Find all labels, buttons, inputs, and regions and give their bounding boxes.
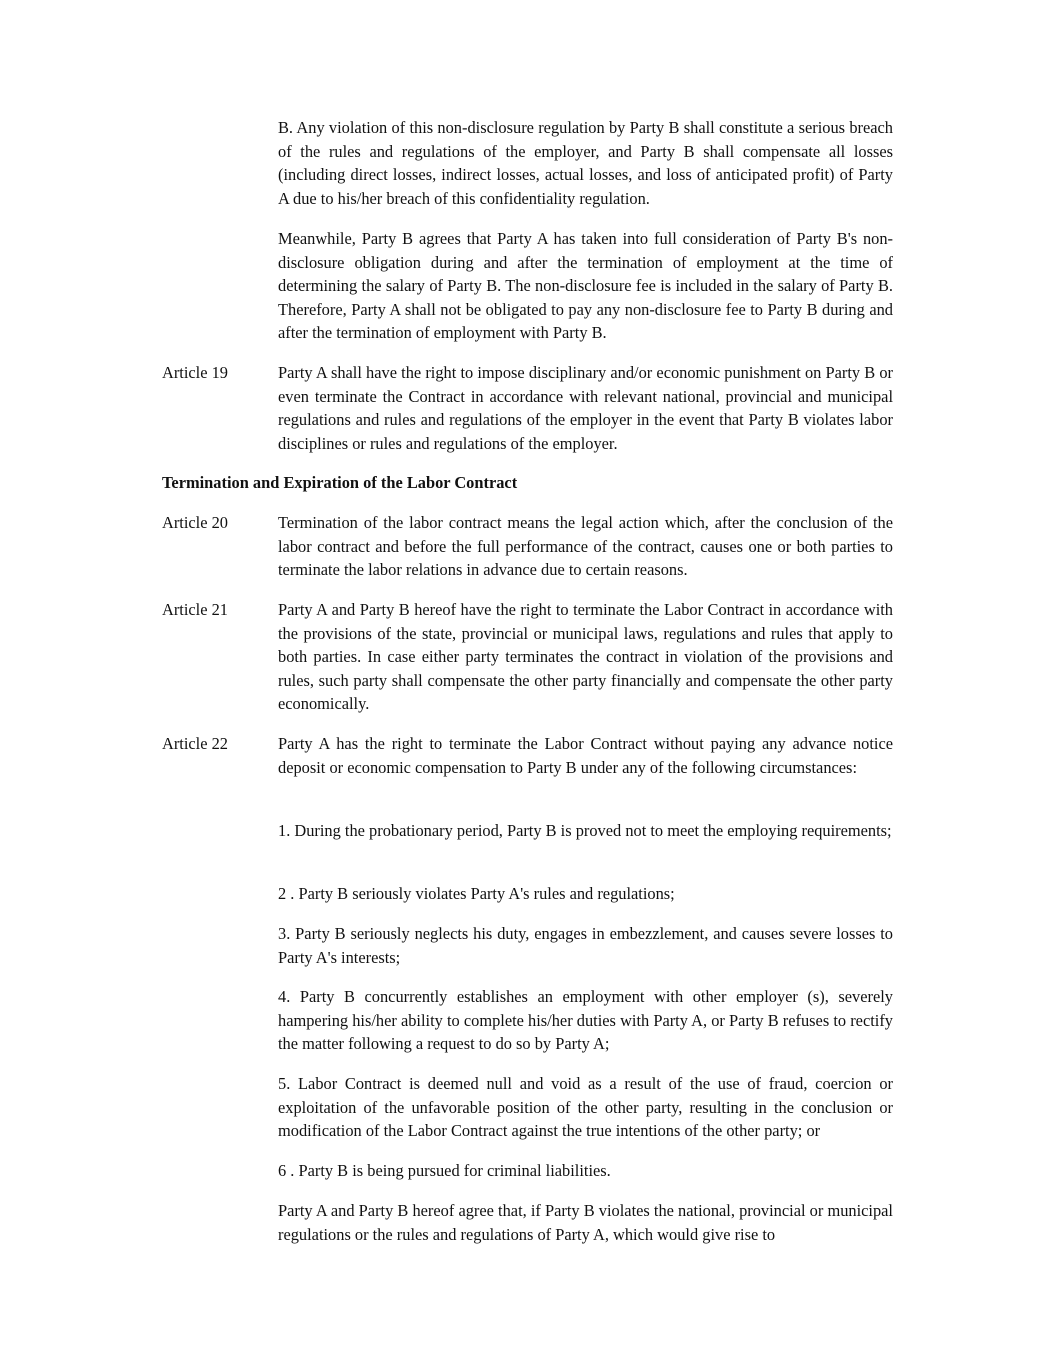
article-22-label: Article 22: [162, 734, 228, 753]
continued-paragraph-nondisclosure-breach: B. Any violation of this non-disclosure regulation by Party B shall constitute a serious breach of the rules and regulations of the employer, and Party B shall compensate all losses (including direct losses, indirect losses, actual losses, and loss of anticipated profit) of Party A due to his/her breach of this confidentiality regulation.: [278, 118, 893, 208]
continued-paragraph-nondisclosure-fee: Meanwhile, Party B agrees that Party A has taken into full consideration of Party B's non-disclosure obligation during and after the termination of employment at the time of determining the salary of Party B. The non-disclosure fee is included in the salary of Party B. Therefore, Party A shall not be obligated to pay any non-disclosure fee to Party B during and after the termination of employment with Party B.: [278, 229, 893, 343]
article-22-item-6: 6 . Party B is being pursued for criminal liabilities.: [278, 1161, 611, 1180]
article-22-item-2: 2 . Party B seriously violates Party A's rules and regulations;: [278, 884, 675, 903]
article-19-text: Party A shall have the right to impose disciplinary and/or economic punishment on Party B or even terminate the Contract in accordance with relevant national, provincial and municipal regulations and rules and regulations of the employer in the event that Party B violates labor disciplines or rules and regulations of the employer.: [278, 363, 893, 453]
article-22-closing-paragraph: Party A and Party B hereof agree that, if Party B violates the national, provincial or municipal regulations or the rules and regulations of Party A, which would give rise to: [278, 1201, 893, 1244]
article-21-text: Party A and Party B hereof have the right to terminate the Labor Contract in accordance with the provisions of the state, provincial or municipal laws, regulations and rules that apply to both parties. In case either party terminates the contract in violation of the provisions and rules, such party shall compensate the other party financially and compensate the other party economically.: [278, 600, 893, 714]
article-22-item-5: 5. Labor Contract is deemed null and void as a result of the use of fraud, coercion or exploitation of the unfavorable position of the other party, resulting in the conclusion or modification of the Labor Contract against the true intentions of the other party; or: [278, 1074, 893, 1141]
article-22-item-1: 1. During the probationary period, Party B is proved not to meet the employing requirements;: [278, 821, 892, 840]
article-20-label: Article 20: [162, 513, 228, 532]
article-22-item-3: 3. Party B seriously neglects his duty, engages in embezzlement, and causes severe losses to Party A's interests;: [278, 924, 893, 967]
article-22-text: Party A has the right to terminate the Labor Contract without paying any advance notice deposit or economic compensation to Party B under any of the following circumstances:: [278, 734, 893, 777]
article-22-item-4: 4. Party B concurrently establishes an employment with other employer (s), severely hampering his/her ability to complete his/her duties with Party A, or Party B refuses to rectify the matter following a request to do so by Party A;: [278, 987, 893, 1054]
section-heading: Termination and Expiration of the Labor Contract: [162, 473, 518, 492]
article-20-text: Termination of the labor contract means the legal action which, after the conclusion of the labor contract and before the full performance of the contract, causes one or both parties to terminate the labor relations in advance due to certain reasons.: [278, 513, 893, 580]
article-19-label: Article 19: [162, 363, 228, 382]
article-21-label: Article 21: [162, 600, 228, 619]
